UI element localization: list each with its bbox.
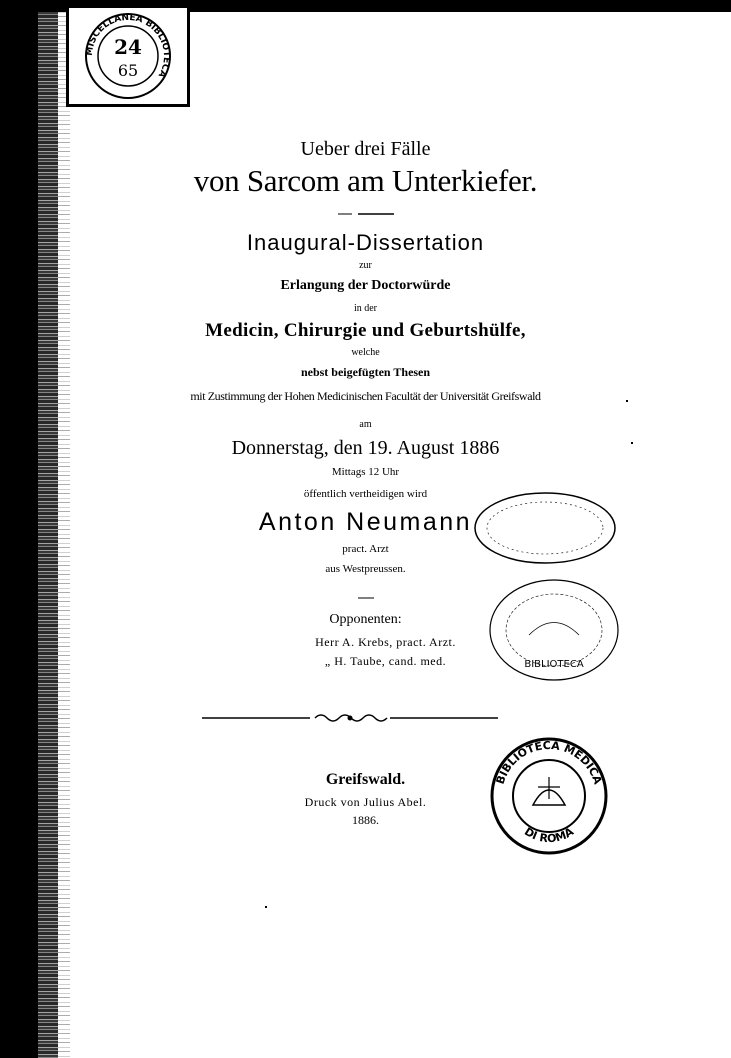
title-divider: [0, 205, 731, 215]
am-text: am: [359, 419, 372, 430]
author-origin: aus Westpreussen.: [325, 563, 406, 575]
corner-stamp-number: 24: [114, 35, 142, 59]
imprint-year: 1886.: [352, 813, 379, 827]
title-line-2: von Sarcom am Unterkiefer.: [193, 163, 538, 198]
library-stamp-city: DI ROMA: [522, 824, 576, 846]
date-text: Donnerstag, den 19. August 1886: [231, 437, 500, 459]
faint-stamp-text: BIBLIOTECA: [524, 659, 584, 670]
opponent-first: Herr A. Krebs, pract. Arzt.: [315, 635, 456, 649]
purpose-text: Erlangung der Doctorwürde: [280, 278, 451, 293]
imprint-place: Greifswald.: [325, 771, 406, 788]
zur-text: zur: [359, 260, 372, 271]
consent-text: mit Zustimmung der Hohen Medicinischen Facultät der Universität Greifswald: [190, 389, 541, 403]
time-text: Mittags 12 Uhr: [331, 466, 400, 478]
defended-text: öffentlich vertheidigen wird: [303, 488, 428, 500]
opponents-heading: Opponenten:: [329, 612, 402, 627]
author-role: pract. Arzt: [342, 543, 389, 555]
dissertation-heading: Inaugural-Dissertation: [246, 230, 485, 255]
library-stamp-ring-text: BIBLIOTECA MEDICA: [493, 738, 605, 786]
ornamental-rule: [200, 710, 500, 726]
corner-stamp-subnumber: 65: [117, 61, 139, 80]
title-line-1: Ueber drei Fälle: [300, 138, 431, 160]
author-name: Anton Neumann: [258, 508, 473, 536]
faculty-text: Medicin, Chirurgie und Geburtshülfe,: [205, 320, 526, 341]
corner-library-stamp: [66, 5, 190, 107]
corner-stamp-ring-text: MISCELLANEA BIBLIOTECA: [84, 12, 172, 79]
scan-speck: [631, 442, 633, 444]
library-round-stamp: [488, 735, 610, 862]
opponent-second: „ H. Taube, cand. med.: [324, 654, 447, 668]
faint-round-stamp: [484, 575, 624, 690]
faint-oval-stamp: [470, 488, 620, 573]
imprint-printer: Druck von Julius Abel.: [304, 795, 427, 809]
in-der-text: in der: [353, 303, 378, 314]
welche-text: welche: [351, 347, 380, 358]
scan-speck: [626, 400, 628, 402]
scan-speck: [265, 906, 267, 908]
theses-text: nebst beigefügten Thesen: [300, 365, 431, 379]
